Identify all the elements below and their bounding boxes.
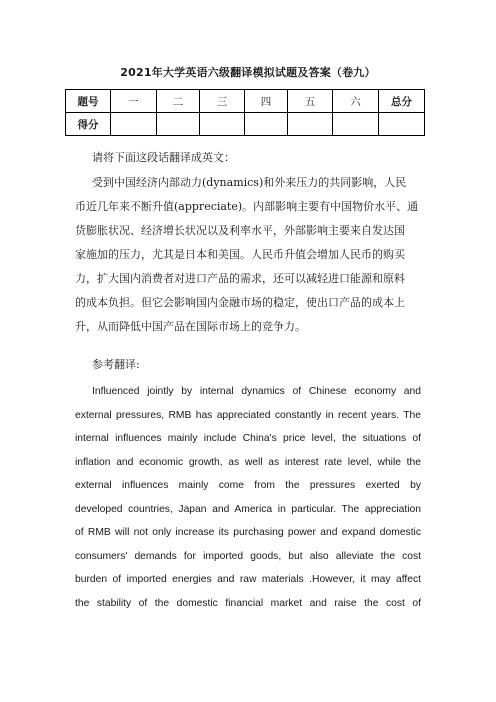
instruction-text: 请将下面这段话翻译成英文： <box>92 151 235 164</box>
score-cell <box>379 113 425 136</box>
score-header-cell: 二 <box>157 90 200 113</box>
score-header-cell: 三 <box>200 90 245 113</box>
score-row-label: 得分 <box>66 113 111 136</box>
chinese-line: 家施加的压力，尤其是日本和美国。人民币升值会增加人民币的购买 <box>75 248 405 261</box>
english-line: inflation and economic growth, as well as interest rate level, while the <box>75 456 421 468</box>
score-cell <box>333 113 379 136</box>
score-table <box>65 89 425 136</box>
score-header-cell: 题号 <box>66 90 111 113</box>
english-line: external influences mainly come from the pressures exerted by <box>75 480 421 491</box>
english-translation <box>75 380 421 615</box>
chinese-passage <box>75 171 421 339</box>
english-line: of RMB will not only increase its purchasing power and expand domestic <box>75 527 421 538</box>
english-line: consumers' demands for imported goods, but also alleviate the cost <box>75 550 421 562</box>
score-header-cell: 五 <box>288 90 333 113</box>
english-line: Influenced jointly by internal dynamics of Chinese economy and <box>92 386 421 397</box>
page-title: 2021年大学英语六级翻译模拟试题及答案（卷九） <box>120 66 376 79</box>
english-line: the stability of the domestic financial market and raise the cost of <box>75 597 421 609</box>
english-line: developed countries, Japan and America in particular. The appreciation <box>75 503 421 515</box>
score-cell <box>288 113 333 136</box>
score-cell <box>245 113 288 136</box>
english-line: internal influences mainly include China's price level, the situations of <box>75 433 421 444</box>
reference-label: 参考翻译: <box>92 358 140 371</box>
score-header-cell: 四 <box>245 90 288 113</box>
chinese-line: 币近几年来不断升值(appreciate)。内部影响主要有中国物价水平、通 <box>75 200 419 213</box>
score-header-cell: 总分 <box>379 90 425 113</box>
english-line: burden of imported energies and raw materials .However, it may affect <box>75 574 421 585</box>
score-header-cell: 一 <box>111 90 157 113</box>
chinese-line: 力，扩大国内消费者对进口产品的需求，还可以减轻进口能源和原料 <box>75 272 405 285</box>
chinese-line: 货膨胀状况、经济增长状况以及利率水平，外部影响主要来自发达国 <box>75 224 405 237</box>
score-cell <box>200 113 245 136</box>
english-line: external pressures, RMB has appreciated constantly in recent years. The <box>75 409 421 421</box>
chinese-line: 的成本负担。但它会影响国内金融市场的稳定，使出口产品的成本上 <box>75 296 405 309</box>
score-table-header-row <box>66 90 425 113</box>
score-table-score-row <box>66 113 425 136</box>
chinese-line: 升，从而降低中国产品在国际市场上的竞争力。 <box>75 320 306 333</box>
score-cell <box>157 113 200 136</box>
chinese-line: 受到中国经济内部动力(dynamics)和外来压力的共同影响，人民 <box>92 176 407 189</box>
score-header-cell: 六 <box>333 90 379 113</box>
score-cell <box>111 113 157 136</box>
